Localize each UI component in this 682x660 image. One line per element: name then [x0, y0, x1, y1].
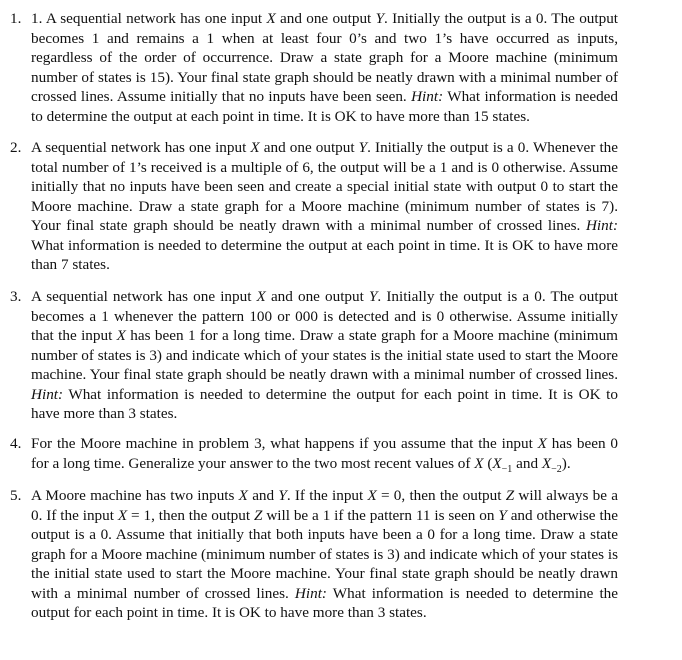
problem-5: [10, 486, 618, 623]
text-run: . Initially the output is a 0. Whenever the total number of 1’s received is a multiple of 6, the output will be a 1 and is 0 otherwise. Assume initially that no inputs have been seen and create a special initial state with output 0 to start the Moore machine. Draw a state graph for a Moore machine (minimum number of states is 7). Your final state graph should be neatly drawn with a minimal number of crossed lines.: [31, 139, 618, 234]
math-variable: X: [492, 454, 502, 472]
hint-label: Hint:: [31, 385, 64, 403]
math-variable: X: [250, 139, 260, 156]
math-variable: Y: [278, 487, 287, 504]
subscript: −1: [501, 463, 513, 475]
text-run: and one output: [275, 10, 376, 27]
math-variable: X: [541, 454, 552, 472]
text-run: ).: [561, 454, 571, 472]
subscript: −2: [551, 463, 562, 475]
text-run: and one output: [265, 288, 369, 305]
text-run: What information is needed to determine the output at each point in time. It is OK to have more than 7 states.: [31, 236, 618, 273]
text-run: What information is needed to determine the output at each point in time. It is OK to have more than 15 states.: [31, 88, 619, 125]
problem-4: [10, 434, 618, 473]
text-run: What information is needed to determine the output for each point in time. It is OK to have more than 3 states.: [31, 584, 619, 621]
text-run: = 0, then the output: [376, 487, 506, 504]
math-variable: X: [117, 506, 128, 524]
problem-text: [31, 9, 618, 126]
math-variable: X: [256, 288, 266, 305]
math-variable: Y: [498, 506, 507, 524]
math-variable: X: [367, 487, 377, 504]
problem-2: [10, 138, 618, 275]
math-variable: X: [537, 435, 547, 452]
math-variable: X: [474, 454, 484, 472]
text-run: has been 0 for a long time. Generalize your answer to the two most recent values of: [31, 435, 618, 472]
problem-3: [10, 287, 618, 424]
text-run: (: [483, 454, 493, 472]
problem-number: 4.: [10, 435, 22, 452]
text-run: has been 1 for a long time. Draw a state graph for a Moore machine (minimum number of states is 3) and indicate which of your states is the initial state used to start the Moore machine. Your final state graph should be neatly drawn with a minimal number of crossed lines.: [31, 327, 618, 383]
math-variable: X: [238, 487, 248, 504]
problem-number: 1.: [10, 10, 22, 27]
text-run: and otherwise the output is a 0. Assume that initially that both inputs have been a 0 for a long time. Draw a state graph for a Moore machine (minimum number of states is 3) and indicate which of your states is the initial state used to start the Moore machine. Your final state graph should be neatly drawn with a minimal number of crossed lines.: [31, 506, 618, 602]
text-run: and: [512, 454, 542, 472]
text-run: What information is needed to determine the output for each point in time. It is OK to have more than 3 states.: [31, 385, 618, 422]
problem-text: [31, 287, 618, 424]
text-run: and one output: [259, 139, 359, 156]
math-variable: Z: [505, 487, 515, 504]
text-run: will be a 1 if the pattern 11 is seen on: [262, 506, 499, 524]
problem-number: 2.: [10, 139, 22, 156]
math-variable: Y: [358, 139, 368, 156]
problem-text: [31, 138, 618, 275]
text-run: A sequential network has one input: [31, 288, 257, 305]
text-run: . Initially the output is a 0. The output becomes a 1 whenever the pattern 100 or 000 is detected and is 0 otherwise. Assume initially that the input: [31, 288, 618, 344]
problem-number: 3.: [10, 288, 22, 305]
text-run: = 1, then the output: [127, 506, 254, 524]
problem-text: [31, 486, 618, 623]
math-variable: X: [266, 10, 276, 27]
math-variable: Z: [253, 506, 263, 524]
hint-label: Hint:: [411, 88, 444, 105]
text-run: will always be a 0. If the input: [31, 487, 618, 524]
text-run: . Initially the output is a 0. The output becomes 1 and remains a 1 when at least four 0’s and two 1’s have occurred as inputs, regardless of the order of occurrence. Draw a state graph for a Moore machine (minimum number of states is 15). Your final state graph should be neatly drawn with a minimal number of crossed lines. Assume initially that no inputs have been seen.: [31, 10, 619, 105]
math-variable: Y: [375, 10, 385, 27]
hint-label: Hint:: [585, 217, 618, 234]
text-run: A Moore machine has two inputs: [31, 487, 239, 504]
problem-text: [31, 434, 618, 473]
problem-1: [10, 9, 618, 126]
math-variable: Y: [368, 288, 378, 305]
text-run: and: [247, 487, 279, 504]
text-run: 1. A sequential network has one input: [31, 10, 267, 27]
text-run: . If the input: [286, 487, 368, 504]
hint-label: Hint:: [294, 584, 327, 602]
problem-number: 5.: [10, 487, 22, 504]
text-run: A sequential network has one input: [31, 139, 251, 156]
text-run: For the Moore machine in problem 3, what happens if you assume that the input: [31, 435, 538, 452]
math-variable: X: [116, 327, 126, 344]
